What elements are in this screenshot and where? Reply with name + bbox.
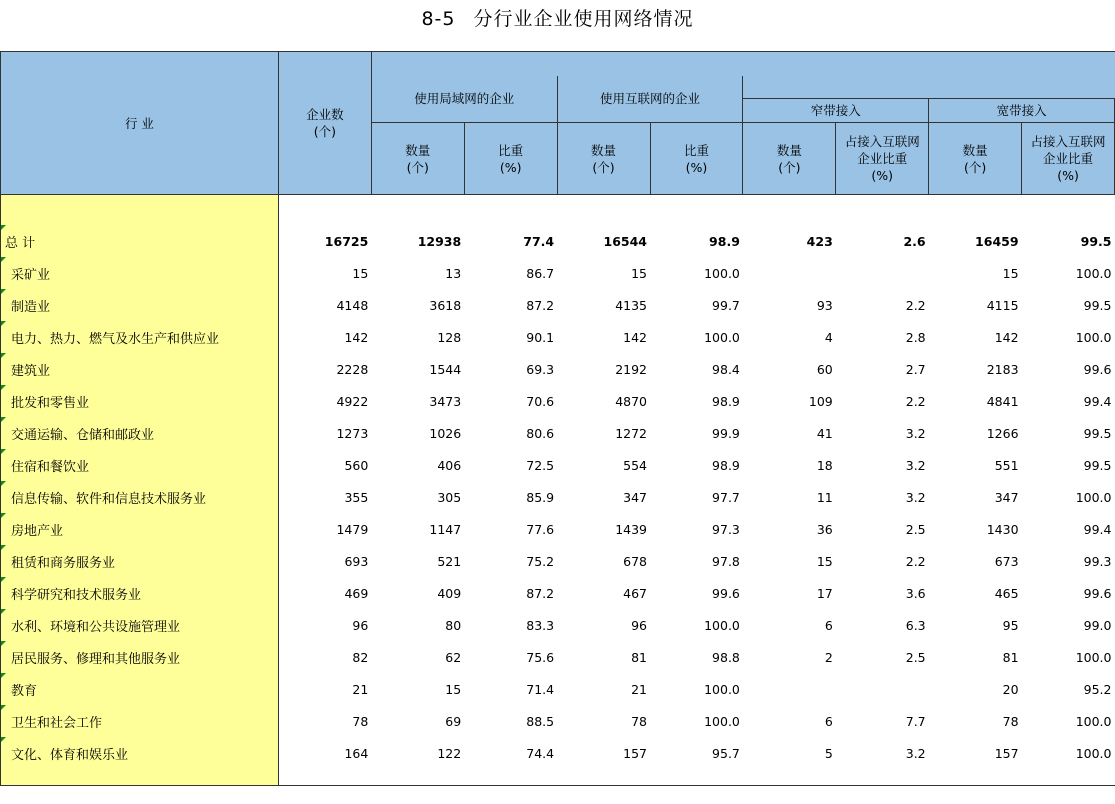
value-cell: 77.6 [526, 521, 555, 537]
value-cell: 1147 [429, 521, 462, 537]
value-cell: 74.4 [526, 745, 555, 761]
value-cell: 157 [994, 745, 1019, 761]
value-cell [743, 673, 836, 705]
value-cell: 69.3 [526, 361, 555, 377]
industry-cell: 信息传输、软件和信息技术服务业 [1, 481, 279, 513]
value-cell: 100.0 [704, 713, 740, 729]
value-cell: 673 [994, 553, 1019, 569]
industry-cell: 租赁和商务服务业 [1, 545, 279, 577]
value-cell: 3.2 [905, 745, 926, 761]
industry-cell: 批发和零售业 [1, 385, 279, 417]
value-cell: 409 [437, 585, 462, 601]
industry-cell: 电力、热力、燃气及水生产和供应业 [1, 321, 279, 353]
value-cell: 4148 [336, 297, 369, 313]
value-cell: 87.2 [526, 585, 555, 601]
table-row [1, 449, 1115, 481]
table-row [1, 257, 1115, 289]
table-header [1, 52, 1115, 195]
table-row-total [1, 225, 1115, 257]
value-cell: 99.7 [712, 297, 740, 313]
value-cell: 2.7 [905, 361, 926, 377]
value-cell: 77.4 [523, 233, 555, 249]
value-cell: 467 [623, 585, 647, 601]
value-cell: 87.2 [526, 297, 555, 313]
cell-comment-marker [1, 353, 6, 358]
value-cell: 122 [437, 745, 462, 761]
value-cell: 16459 [975, 233, 1019, 249]
header-industry: 行 业 [1, 52, 279, 195]
cell-comment-marker [1, 673, 6, 678]
industry-cell: 总 计 [1, 225, 279, 257]
value-cell: 2.5 [905, 649, 926, 665]
header-narrow-quantity: 数量 (个) [743, 123, 836, 195]
industry-cell: 居民服务、修理和其他服务业 [1, 641, 279, 673]
value-cell: 99.6 [1083, 361, 1112, 377]
value-cell: 98.4 [712, 361, 740, 377]
value-cell: 75.2 [526, 553, 555, 569]
table-row [1, 545, 1115, 577]
value-cell: 1273 [336, 425, 369, 441]
table-row [1, 577, 1115, 609]
header-internet-quantity: 数量 (个) [557, 123, 650, 195]
value-cell: 18 [816, 457, 833, 473]
value-cell: 6 [824, 713, 833, 729]
value-cell: 99.6 [1083, 585, 1112, 601]
spacer-row [1, 769, 1115, 786]
table-row [1, 737, 1115, 769]
header-internet-group: 使用互联网的企业 [557, 76, 743, 123]
value-cell: 469 [344, 585, 369, 601]
spacer-row [1, 195, 1115, 226]
value-cell: 2.5 [905, 521, 926, 537]
table-row [1, 481, 1115, 513]
value-cell: 355 [344, 489, 369, 505]
value-cell: 99.5 [1080, 233, 1112, 249]
table-title: 分行业企业使用网络情况 [473, 8, 694, 30]
value-cell: 2 [824, 649, 833, 665]
value-cell: 100.0 [704, 329, 740, 345]
header-enterprise-count: 企业数 (个) [278, 52, 371, 195]
value-cell: 78 [631, 713, 647, 729]
value-cell: 347 [994, 489, 1019, 505]
header-broad-quantity: 数量 (个) [929, 123, 1022, 195]
value-cell: 4115 [986, 297, 1019, 313]
value-cell: 99.4 [1083, 521, 1112, 537]
table-row [1, 705, 1115, 737]
value-cell: 78 [352, 713, 369, 729]
header-lan-group: 使用局域网的企业 [371, 76, 557, 123]
cell-comment-marker [1, 577, 6, 582]
header-internet-share: 比重 (%) [650, 123, 743, 195]
industry-cell: 建筑业 [1, 353, 279, 385]
value-cell: 15 [816, 553, 833, 569]
industry-cell: 教育 [1, 673, 279, 705]
value-cell: 15 [1002, 265, 1019, 281]
industry-cell: 水利、环境和公共设施管理业 [1, 609, 279, 641]
value-cell: 1272 [615, 425, 647, 441]
industry-cell: 住宿和餐饮业 [1, 449, 279, 481]
value-cell: 2183 [986, 361, 1019, 377]
table-row [1, 513, 1115, 545]
value-cell: 406 [437, 457, 462, 473]
value-cell: 36 [816, 521, 833, 537]
cell-comment-marker [1, 289, 6, 294]
page-title [0, 4, 1115, 31]
value-cell: 70.6 [526, 393, 555, 409]
value-cell: 17 [816, 585, 833, 601]
value-cell: 100.0 [704, 265, 740, 281]
value-cell: 3618 [429, 297, 462, 313]
value-cell: 99.5 [1083, 297, 1112, 313]
value-cell: 1439 [615, 521, 647, 537]
table-row [1, 353, 1115, 385]
value-cell [743, 257, 836, 289]
value-cell: 100.0 [704, 681, 740, 697]
value-cell: 5 [824, 745, 833, 761]
value-cell: 6.3 [905, 617, 926, 633]
value-cell: 62 [445, 649, 462, 665]
value-cell: 16725 [324, 233, 369, 249]
value-cell: 99.5 [1083, 425, 1112, 441]
value-cell: 95.2 [1083, 681, 1112, 697]
value-cell: 3.2 [905, 425, 926, 441]
value-cell: 99.3 [1083, 553, 1112, 569]
cell-comment-marker [1, 609, 6, 614]
value-cell: 7.7 [905, 713, 926, 729]
value-cell: 60 [816, 361, 833, 377]
value-cell: 1430 [986, 521, 1019, 537]
industry-cell: 交通运输、仓储和邮政业 [1, 417, 279, 449]
value-cell: 2.2 [905, 553, 926, 569]
value-cell: 99.5 [1083, 457, 1112, 473]
value-cell: 99.0 [1083, 617, 1112, 633]
cell-comment-marker [1, 481, 6, 486]
industry-cell: 文化、体育和娱乐业 [1, 737, 279, 769]
value-cell: 96 [631, 617, 647, 633]
value-cell: 3.6 [905, 585, 926, 601]
table-body [1, 195, 1115, 786]
value-cell: 86.7 [526, 265, 555, 281]
value-cell: 93 [816, 297, 833, 313]
value-cell: 4135 [615, 297, 647, 313]
value-cell: 71.4 [526, 681, 555, 697]
header-lan-quantity: 数量 (个) [371, 123, 464, 195]
value-cell: 81 [631, 649, 647, 665]
value-cell: 1026 [429, 425, 462, 441]
value-cell: 99.6 [712, 585, 740, 601]
industry-cell: 卫生和社会工作 [1, 705, 279, 737]
table-row [1, 417, 1115, 449]
value-cell: 100.0 [704, 617, 740, 633]
data-table [0, 51, 1115, 786]
industry-cell: 制造业 [1, 289, 279, 321]
value-cell: 305 [437, 489, 462, 505]
value-cell: 465 [994, 585, 1019, 601]
cell-comment-marker [1, 737, 6, 742]
value-cell: 1544 [429, 361, 462, 377]
value-cell: 81 [1002, 649, 1019, 665]
value-cell [836, 257, 929, 289]
value-cell: 3.2 [905, 489, 926, 505]
cell-comment-marker [1, 385, 6, 390]
table-row [1, 321, 1115, 353]
value-cell: 85.9 [526, 489, 555, 505]
value-cell: 98.9 [712, 393, 740, 409]
cell-comment-marker [1, 225, 6, 230]
value-cell: 693 [344, 553, 369, 569]
value-cell: 100.0 [1075, 329, 1112, 345]
header-narrow-share: 占接入互联网 企业比重 (%) [836, 123, 929, 195]
table-row [1, 289, 1115, 321]
value-cell: 2228 [336, 361, 369, 377]
value-cell: 12938 [417, 233, 462, 249]
value-cell: 2.6 [903, 233, 926, 249]
cell-comment-marker [1, 257, 6, 262]
cell-comment-marker [1, 321, 6, 326]
value-cell: 95.7 [712, 745, 740, 761]
value-cell: 100.0 [1075, 745, 1112, 761]
value-cell: 95 [1002, 617, 1019, 633]
cell-comment-marker [1, 417, 6, 422]
value-cell: 96 [352, 617, 369, 633]
value-cell: 98.9 [709, 233, 740, 249]
industry-cell: 房地产业 [1, 513, 279, 545]
value-cell: 80 [445, 617, 462, 633]
value-cell: 21 [631, 681, 647, 697]
value-cell: 100.0 [1075, 713, 1112, 729]
value-cell: 678 [623, 553, 647, 569]
value-cell: 128 [437, 329, 462, 345]
cell-comment-marker [1, 513, 6, 518]
header-broadband: 宽带接入 [929, 99, 1115, 123]
value-cell: 75.6 [526, 649, 555, 665]
value-cell: 11 [816, 489, 833, 505]
value-cell: 551 [994, 457, 1019, 473]
value-cell: 560 [344, 457, 369, 473]
value-cell: 521 [437, 553, 462, 569]
value-cell: 41 [816, 425, 833, 441]
value-cell: 16544 [603, 233, 647, 249]
value-cell: 109 [808, 393, 833, 409]
value-cell: 21 [352, 681, 369, 697]
value-cell: 554 [623, 457, 647, 473]
value-cell: 142 [994, 329, 1019, 345]
value-cell: 4 [824, 329, 833, 345]
value-cell: 4870 [615, 393, 647, 409]
table-row [1, 673, 1115, 705]
value-cell: 6 [824, 617, 833, 633]
value-cell: 164 [344, 745, 369, 761]
value-cell: 15 [631, 265, 647, 281]
cell-comment-marker [1, 705, 6, 710]
value-cell: 2192 [615, 361, 647, 377]
value-cell: 82 [352, 649, 369, 665]
value-cell: 1479 [336, 521, 369, 537]
cell-comment-marker [1, 545, 6, 550]
table-number: 8-5 [421, 8, 456, 30]
value-cell: 80.6 [526, 425, 555, 441]
value-cell: 3.2 [905, 457, 926, 473]
cell-comment-marker [1, 641, 6, 646]
value-cell: 100.0 [1075, 489, 1112, 505]
value-cell: 99.4 [1083, 393, 1112, 409]
value-cell: 142 [344, 329, 369, 345]
value-cell: 99.9 [712, 425, 740, 441]
table-row [1, 641, 1115, 673]
value-cell: 1266 [986, 425, 1019, 441]
value-cell: 15 [445, 681, 462, 697]
value-cell: 4922 [336, 393, 369, 409]
value-cell: 423 [806, 233, 833, 249]
value-cell: 20 [1002, 681, 1019, 697]
value-cell: 157 [623, 745, 647, 761]
value-cell: 98.8 [712, 649, 740, 665]
value-cell: 2.2 [905, 297, 926, 313]
value-cell: 2.8 [905, 329, 926, 345]
value-cell: 97.3 [712, 521, 740, 537]
header-broad-share: 占接入互联网 企业比重 (%) [1022, 123, 1115, 195]
value-cell: 98.9 [712, 457, 740, 473]
industry-cell: 采矿业 [1, 257, 279, 289]
value-cell: 69 [445, 713, 462, 729]
value-cell: 15 [352, 265, 369, 281]
cell-comment-marker [1, 449, 6, 454]
industry-cell: 科学研究和技术服务业 [1, 577, 279, 609]
header-narrowband: 窄带接入 [743, 99, 929, 123]
value-cell: 83.3 [526, 617, 555, 633]
value-cell: 3473 [429, 393, 462, 409]
table-row [1, 609, 1115, 641]
header-lan-share: 比重 (%) [464, 123, 557, 195]
value-cell: 2.2 [905, 393, 926, 409]
value-cell: 88.5 [526, 713, 555, 729]
value-cell: 90.1 [526, 329, 555, 345]
table-row [1, 385, 1115, 417]
value-cell: 142 [623, 329, 647, 345]
value-cell: 4841 [986, 393, 1019, 409]
value-cell: 78 [1002, 713, 1019, 729]
value-cell [836, 673, 929, 705]
value-cell: 100.0 [1075, 649, 1112, 665]
value-cell: 72.5 [526, 457, 555, 473]
value-cell: 13 [445, 265, 462, 281]
value-cell: 97.7 [712, 489, 740, 505]
value-cell: 347 [623, 489, 647, 505]
value-cell: 97.8 [712, 553, 740, 569]
value-cell: 100.0 [1075, 265, 1112, 281]
